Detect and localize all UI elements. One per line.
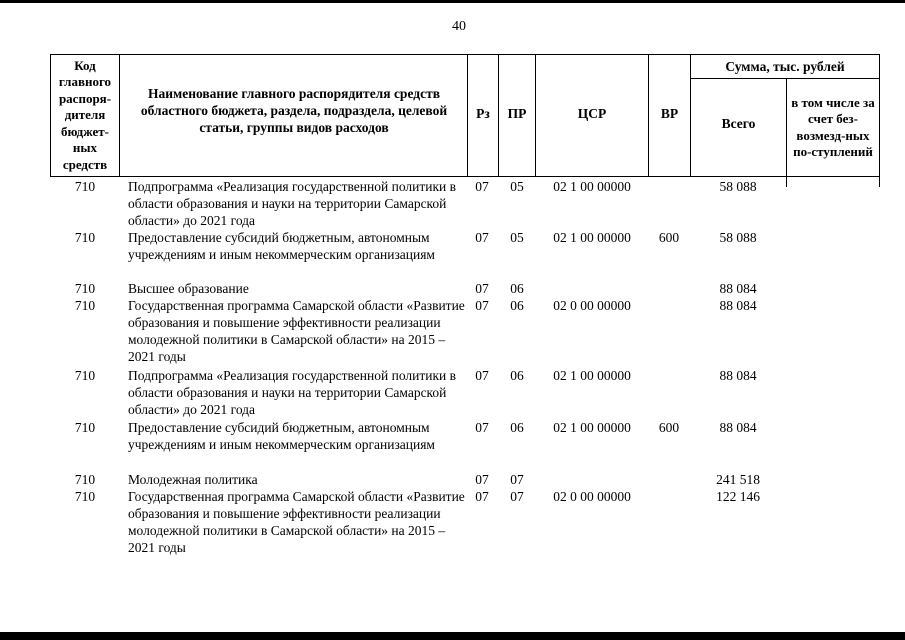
cell-vr: 600	[658, 230, 680, 245]
cell-total: 88 084	[719, 281, 757, 296]
cell-name: Предоставление субсидий бюджетным, автономным учреждениям и иным некоммерческим организациям	[128, 230, 435, 262]
cell-total: 88 084	[719, 298, 757, 313]
column-divider	[786, 177, 787, 187]
cell-csr: 02 0 00 00000	[553, 298, 631, 313]
cell-pr: 06	[510, 368, 524, 383]
cell-pr: 06	[510, 281, 524, 296]
header-csr-label: ЦСР	[577, 105, 607, 121]
cell-name: Подпрограмма «Реализация государственной политики в области образования и науки на территории Самарской области» до 2021 года	[128, 179, 457, 228]
cell-csr: 02 1 00 00000	[553, 179, 631, 194]
cell-code: 710	[74, 230, 96, 245]
cell-pr: 07	[510, 472, 524, 487]
cell-rz: 07	[475, 420, 489, 435]
cell-total: 241 518	[716, 472, 760, 487]
cell-rz: 07	[475, 489, 489, 504]
cell-name: Молодежная политика	[128, 472, 258, 487]
cell-pr: 07	[510, 489, 524, 504]
page-number: 40	[452, 19, 466, 34]
cell-rz: 07	[475, 298, 489, 313]
cell-total: 88 084	[719, 420, 757, 435]
cell-vr: 600	[658, 420, 680, 435]
cell-code: 710	[74, 281, 96, 296]
cell-rz: 07	[475, 230, 489, 245]
column-divider	[879, 177, 880, 187]
cell-total: 58 088	[719, 179, 757, 194]
cell-pr: 05	[510, 179, 524, 194]
cell-rz: 07	[475, 472, 489, 487]
header-pr-label: ПР	[507, 105, 527, 121]
cell-csr: 02 0 00 00000	[553, 489, 631, 504]
cell-name: Подпрограмма «Реализация государственной политики в области образования и науки на территории Самарской области» до 2021 года	[128, 368, 457, 417]
header-free-label: в том числе за счет без-возмезд-ных по-ступлений	[791, 94, 875, 159]
header-name-label: Наименование главного распорядителя средств областного бюджета, раздела, подраздела, целевой статьи, группы видов расходов	[140, 85, 448, 135]
header-vr-label: ВР	[660, 105, 679, 121]
cell-total: 88 084	[719, 368, 757, 383]
header-rz-label: Рз	[476, 105, 490, 121]
cell-pr: 05	[510, 230, 524, 245]
cell-code: 710	[74, 298, 96, 313]
cell-code: 710	[74, 179, 96, 194]
cell-name: Предоставление субсидий бюджетным, автономным учреждениям и иным некоммерческим организациям	[128, 420, 435, 452]
cell-total: 122 146	[716, 489, 760, 504]
cell-name: Государственная программа Самарской области «Развитие образования и повышение эффективности реализации молодежной политики в Самарской области» на 2015 – 2021 годы	[128, 298, 465, 364]
cell-csr: 02 1 00 00000	[553, 230, 631, 245]
cell-csr: 02 1 00 00000	[553, 420, 631, 435]
cell-total: 58 088	[719, 230, 757, 245]
header-total-label: Всего	[721, 115, 756, 131]
cell-rz: 07	[475, 179, 489, 194]
cell-csr: 02 1 00 00000	[553, 368, 631, 383]
cell-rz: 07	[475, 368, 489, 383]
header-code-label: Код главного распоря-дителя бюджет-ных средств	[58, 57, 112, 172]
cell-rz: 07	[475, 281, 489, 296]
cell-name: Высшее образование	[128, 281, 249, 296]
cell-code: 710	[74, 420, 96, 435]
bottom-border	[0, 632, 905, 640]
top-border	[0, 0, 905, 3]
cell-code: 710	[74, 368, 96, 383]
cell-code: 710	[74, 489, 96, 504]
cell-name: Государственная программа Самарской области «Развитие образования и повышение эффективности реализации молодежной политики в Самарской области» на 2015 – 2021 годы	[128, 489, 465, 555]
cell-pr: 06	[510, 298, 524, 313]
cell-pr: 06	[510, 420, 524, 435]
header-sum-label: Сумма, тыс. рублей	[725, 59, 845, 74]
cell-code: 710	[74, 472, 96, 487]
